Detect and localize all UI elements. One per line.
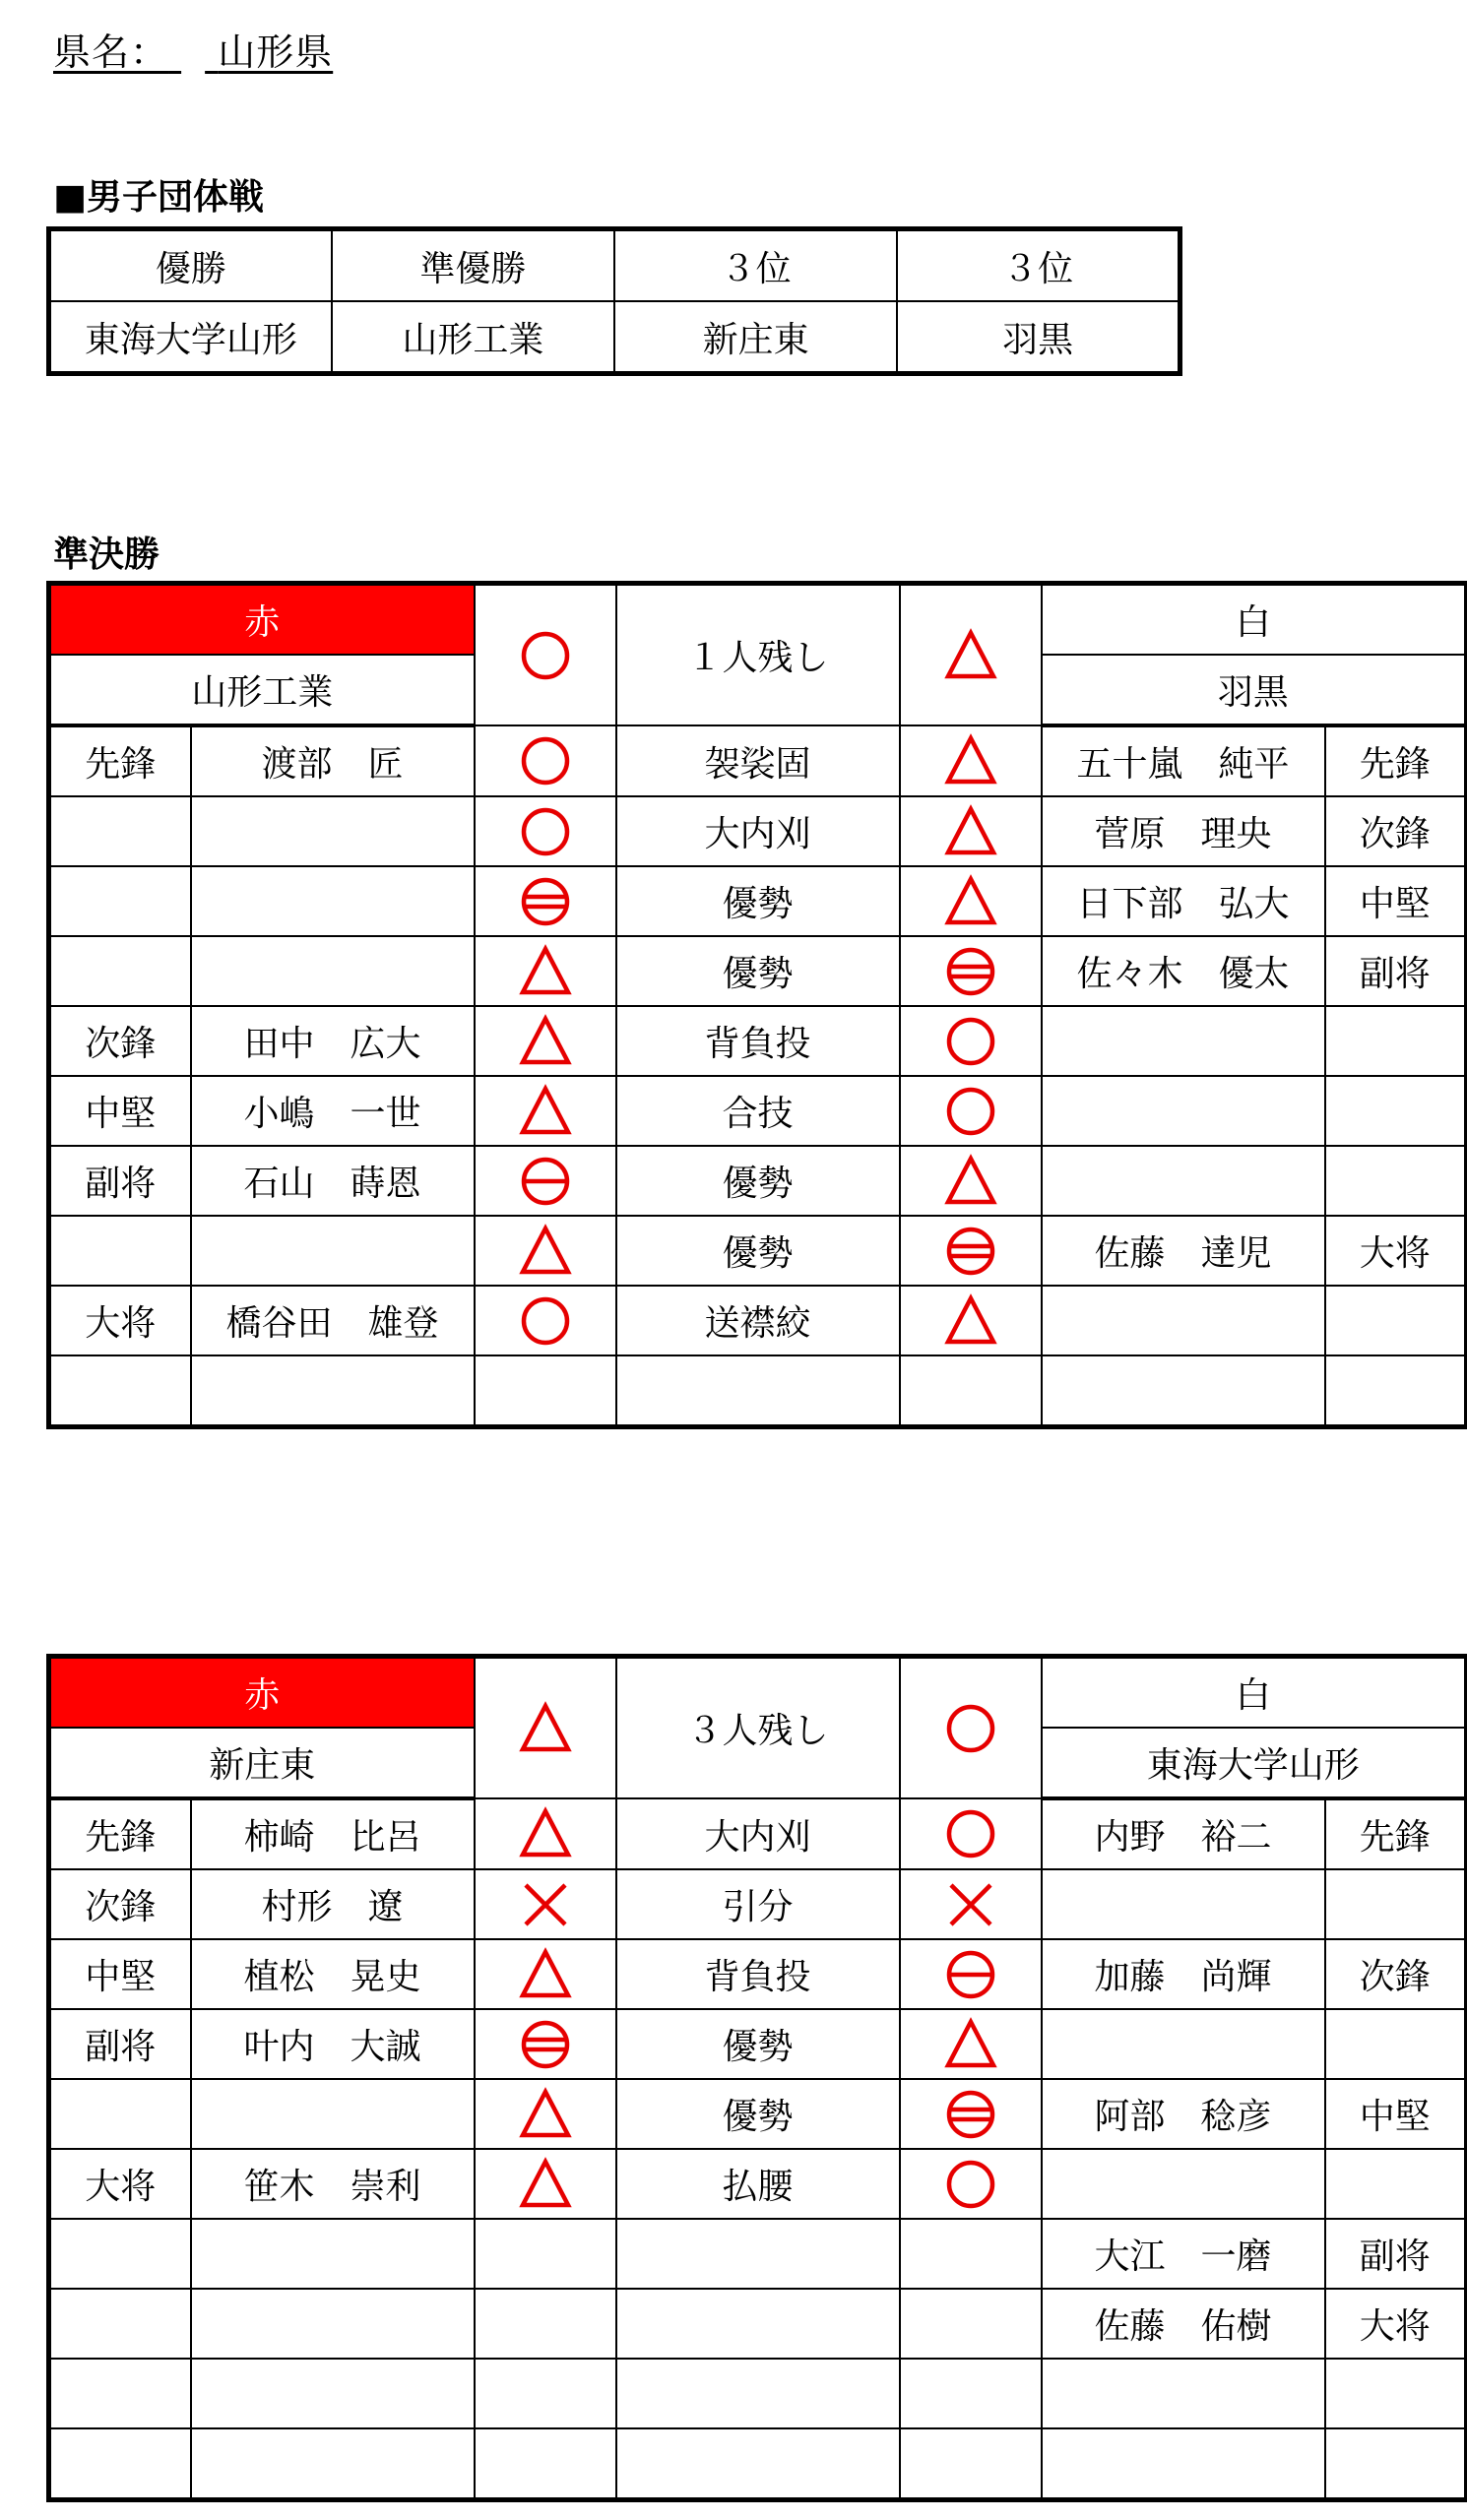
triangle-mark-icon	[518, 2087, 573, 2142]
white-player-name	[1042, 2359, 1325, 2428]
red-bout-result	[475, 1286, 616, 1355]
red-bout-result	[475, 1146, 616, 1216]
white-player-name	[1042, 1355, 1325, 1427]
technique: 引分	[616, 1869, 900, 1939]
technique: 優勢	[616, 1146, 900, 1216]
triangle-mark-icon	[518, 1084, 573, 1139]
results-value-row	[49, 301, 1180, 374]
red-player-name	[191, 1216, 475, 1286]
red-side-label: 赤	[49, 1657, 475, 1729]
red-position	[49, 2079, 191, 2149]
circle-mark-icon	[943, 2157, 998, 2212]
red-player-name: 小嶋 一世	[191, 1076, 475, 1146]
red-bout-result	[475, 1006, 616, 1076]
white-player-name: 阿部 稔彦	[1042, 2079, 1325, 2149]
red-player-name	[191, 2079, 475, 2149]
red-player-name: 橋谷田 雄登	[191, 1286, 475, 1355]
triangle-mark-icon	[943, 1154, 998, 1209]
white-position: 次鋒	[1325, 1939, 1467, 2009]
bout-row	[49, 1006, 1467, 1076]
white-bout-result	[900, 2289, 1042, 2359]
circle-mark-icon	[518, 1293, 573, 1349]
red-bout-result	[475, 2289, 616, 2359]
circle-double-line-mark-icon	[943, 1224, 998, 1279]
technique: 背負投	[616, 1939, 900, 2009]
red-team-result	[475, 584, 616, 726]
red-position: 大将	[49, 2149, 191, 2219]
triangle-mark-icon	[518, 2157, 573, 2212]
white-position: 先鋒	[1325, 725, 1467, 796]
red-team-name: 新庄東	[49, 1728, 475, 1798]
results-table	[46, 226, 1182, 376]
bout-row	[49, 1798, 1467, 1869]
white-side-label: 白	[1042, 584, 1467, 656]
red-bout-result	[475, 1798, 616, 1869]
red-bout-result	[475, 936, 616, 1006]
technique: 大内刈	[616, 796, 900, 866]
red-position	[49, 936, 191, 1006]
circle-mark-icon	[943, 1701, 998, 1756]
prefecture-label: 県名：	[53, 31, 169, 74]
team-section-title: ■男子団体戦	[53, 177, 265, 218]
white-player-name	[1042, 2009, 1325, 2079]
circle-line-mark-icon	[518, 1154, 573, 1209]
red-bout-result	[475, 2079, 616, 2149]
white-position: 先鋒	[1325, 1798, 1467, 1869]
red-player-name: 叶内 大誠	[191, 2009, 475, 2079]
prefecture-value: 山形県	[218, 31, 334, 74]
results-value-cell: 羽黒	[897, 301, 1180, 374]
red-position: 副将	[49, 1146, 191, 1216]
white-bout-result	[900, 1216, 1042, 1286]
white-position: 次鋒	[1325, 796, 1467, 866]
circle-mark-icon	[943, 1014, 998, 1069]
results-header-cell: 準優勝	[332, 229, 614, 302]
red-bout-result	[475, 796, 616, 866]
white-bout-result	[900, 1076, 1042, 1146]
red-position	[49, 2289, 191, 2359]
white-player-name	[1042, 1146, 1325, 1216]
white-bout-result	[900, 725, 1042, 796]
circle-double-line-mark-icon	[518, 2017, 573, 2072]
technique: 優勢	[616, 1216, 900, 1286]
white-position	[1325, 1146, 1467, 1216]
bout-row	[49, 2009, 1467, 2079]
white-position	[1325, 1076, 1467, 1146]
red-position	[49, 2428, 191, 2500]
triangle-mark-icon	[943, 874, 998, 929]
white-player-name	[1042, 1869, 1325, 1939]
circle-mark-icon	[518, 733, 573, 788]
white-bout-result	[900, 2149, 1042, 2219]
technique	[616, 2428, 900, 2500]
white-bout-result	[900, 796, 1042, 866]
red-player-name: 田中 広大	[191, 1006, 475, 1076]
white-position: 大将	[1325, 2289, 1467, 2359]
triangle-mark-icon	[518, 1224, 573, 1279]
technique: 背負投	[616, 1006, 900, 1076]
triangle-mark-icon	[943, 628, 998, 683]
circle-mark-icon	[943, 1806, 998, 1861]
match-outcome: １人残し	[616, 584, 900, 726]
white-bout-result	[900, 1355, 1042, 1427]
results-header-row	[49, 229, 1180, 302]
red-player-name: 植松 晃史	[191, 1939, 475, 2009]
red-bout-result	[475, 2428, 616, 2500]
results-value-cell: 東海大学山形	[49, 301, 332, 374]
red-position	[49, 1216, 191, 1286]
white-player-name	[1042, 2149, 1325, 2219]
technique: 優勢	[616, 936, 900, 1006]
white-player-name: 日下部 弘大	[1042, 866, 1325, 936]
bout-row	[49, 936, 1467, 1006]
bout-row	[49, 1216, 1467, 1286]
white-player-name: 大江 一磨	[1042, 2219, 1325, 2289]
bout-row	[49, 1939, 1467, 2009]
white-bout-result	[900, 1286, 1042, 1355]
triangle-mark-icon	[518, 1014, 573, 1069]
match-header-row	[49, 1657, 1467, 1729]
white-bout-result	[900, 2219, 1042, 2289]
white-team-result	[900, 584, 1042, 726]
red-position	[49, 866, 191, 936]
white-player-name: 加藤 尚輝	[1042, 1939, 1325, 2009]
white-player-name	[1042, 1076, 1325, 1146]
red-position: 次鋒	[49, 1869, 191, 1939]
bout-row	[49, 2219, 1467, 2289]
circle-mark-icon	[943, 1084, 998, 1139]
white-position	[1325, 1286, 1467, 1355]
red-bout-result	[475, 1076, 616, 1146]
red-position: 中堅	[49, 1076, 191, 1146]
red-player-name: 渡部 匠	[191, 725, 475, 796]
bout-row	[49, 1869, 1467, 1939]
red-position	[49, 1355, 191, 1427]
red-position: 副将	[49, 2009, 191, 2079]
white-bout-result	[900, 2079, 1042, 2149]
white-bout-result	[900, 1939, 1042, 2009]
red-bout-result	[475, 1216, 616, 1286]
red-bout-result	[475, 1355, 616, 1427]
semifinal-title: 準決勝	[53, 535, 160, 575]
white-player-name	[1042, 1006, 1325, 1076]
white-bout-result	[900, 2009, 1042, 2079]
white-position: 大将	[1325, 1216, 1467, 1286]
red-bout-result	[475, 1869, 616, 1939]
red-player-name: 村形 遼	[191, 1869, 475, 1939]
white-bout-result	[900, 2428, 1042, 2500]
white-team-name: 東海大学山形	[1042, 1728, 1467, 1798]
white-player-name: 内野 裕二	[1042, 1798, 1325, 1869]
results-header-cell: ３位	[897, 229, 1180, 302]
red-team-result	[475, 1657, 616, 1799]
circle-line-mark-icon	[943, 1947, 998, 2002]
bout-row	[49, 2289, 1467, 2359]
white-bout-result	[900, 1006, 1042, 1076]
red-position: 先鋒	[49, 1798, 191, 1869]
white-side-label: 白	[1042, 1657, 1467, 1729]
white-player-name: 五十嵐 純平	[1042, 725, 1325, 796]
triangle-mark-icon	[518, 1701, 573, 1756]
white-bout-result	[900, 1869, 1042, 1939]
technique	[616, 2359, 900, 2428]
red-bout-result	[475, 725, 616, 796]
white-position	[1325, 2149, 1467, 2219]
red-position	[49, 2359, 191, 2428]
white-bout-result	[900, 936, 1042, 1006]
red-player-name	[191, 1355, 475, 1427]
triangle-mark-icon	[518, 1947, 573, 2002]
white-bout-result	[900, 866, 1042, 936]
semifinal-match-table	[46, 1654, 1467, 2502]
technique: 大内刈	[616, 1798, 900, 1869]
white-position	[1325, 2359, 1467, 2428]
red-player-name	[191, 866, 475, 936]
red-bout-result	[475, 866, 616, 936]
technique: 送襟絞	[616, 1286, 900, 1355]
triangle-mark-icon	[943, 1293, 998, 1349]
triangle-mark-icon	[518, 944, 573, 999]
red-bout-result	[475, 2149, 616, 2219]
cross-mark-icon	[518, 1877, 573, 1932]
red-bout-result	[475, 2219, 616, 2289]
technique	[616, 2289, 900, 2359]
results-header-cell: 優勝	[49, 229, 332, 302]
technique: 払腰	[616, 2149, 900, 2219]
semifinal-match-table	[46, 581, 1467, 1429]
red-side-label: 赤	[49, 584, 475, 656]
white-position: 中堅	[1325, 2079, 1467, 2149]
results-header-cell: ３位	[614, 229, 897, 302]
circle-mark-icon	[518, 804, 573, 859]
red-team-name: 山形工業	[49, 655, 475, 725]
bout-row	[49, 1076, 1467, 1146]
technique: 優勢	[616, 2009, 900, 2079]
triangle-mark-icon	[943, 733, 998, 788]
red-position: 先鋒	[49, 725, 191, 796]
technique: 優勢	[616, 2079, 900, 2149]
circle-double-line-mark-icon	[518, 874, 573, 929]
technique	[616, 2219, 900, 2289]
red-player-name: 笹木 崇利	[191, 2149, 475, 2219]
white-bout-result	[900, 2359, 1042, 2428]
white-player-name	[1042, 2428, 1325, 2500]
red-bout-result	[475, 2359, 616, 2428]
triangle-mark-icon	[518, 1806, 573, 1861]
bout-row	[49, 725, 1467, 796]
match-outcome: ３人残し	[616, 1657, 900, 1799]
white-player-name: 佐藤 佑樹	[1042, 2289, 1325, 2359]
red-player-name: 石山 蒔恩	[191, 1146, 475, 1216]
white-position	[1325, 2009, 1467, 2079]
prefecture-line	[53, 22, 333, 76]
white-player-name: 佐々木 優太	[1042, 936, 1325, 1006]
technique: 優勢	[616, 866, 900, 936]
red-player-name	[191, 2219, 475, 2289]
white-position	[1325, 1355, 1467, 1427]
circle-double-line-mark-icon	[943, 944, 998, 999]
results-value-cell: 山形工業	[332, 301, 614, 374]
bout-row	[49, 2359, 1467, 2428]
bout-row	[49, 866, 1467, 936]
bout-row	[49, 1146, 1467, 1216]
white-position	[1325, 1869, 1467, 1939]
match-header-row	[49, 584, 1467, 656]
red-bout-result	[475, 1939, 616, 2009]
technique: 合技	[616, 1076, 900, 1146]
red-position: 中堅	[49, 1939, 191, 2009]
white-position	[1325, 2428, 1467, 2500]
white-player-name: 菅原 理央	[1042, 796, 1325, 866]
triangle-mark-icon	[943, 804, 998, 859]
red-player-name: 柿崎 比呂	[191, 1798, 475, 1869]
red-position	[49, 2219, 191, 2289]
white-position: 中堅	[1325, 866, 1467, 936]
white-player-name	[1042, 1286, 1325, 1355]
technique: 袈裟固	[616, 725, 900, 796]
bout-row	[49, 1286, 1467, 1355]
white-team-result	[900, 1657, 1042, 1799]
white-position	[1325, 1006, 1467, 1076]
technique	[616, 1355, 900, 1427]
white-player-name: 佐藤 達児	[1042, 1216, 1325, 1286]
triangle-mark-icon	[943, 2017, 998, 2072]
bout-row	[49, 1355, 1467, 1427]
white-team-name: 羽黒	[1042, 655, 1467, 725]
red-player-name	[191, 2359, 475, 2428]
bout-row	[49, 2079, 1467, 2149]
bout-row	[49, 796, 1467, 866]
red-position: 次鋒	[49, 1006, 191, 1076]
white-position: 副将	[1325, 2219, 1467, 2289]
white-bout-result	[900, 1146, 1042, 1216]
bout-row	[49, 2428, 1467, 2500]
red-player-name	[191, 796, 475, 866]
results-value-cell: 新庄東	[614, 301, 897, 374]
red-player-name	[191, 936, 475, 1006]
red-position: 大将	[49, 1286, 191, 1355]
bout-row	[49, 2149, 1467, 2219]
red-player-name	[191, 2289, 475, 2359]
cross-mark-icon	[943, 1877, 998, 1932]
red-bout-result	[475, 2009, 616, 2079]
red-position	[49, 796, 191, 866]
circle-mark-icon	[518, 628, 573, 683]
white-position: 副将	[1325, 936, 1467, 1006]
circle-double-line-mark-icon	[943, 2087, 998, 2142]
white-bout-result	[900, 1798, 1042, 1869]
red-player-name	[191, 2428, 475, 2500]
